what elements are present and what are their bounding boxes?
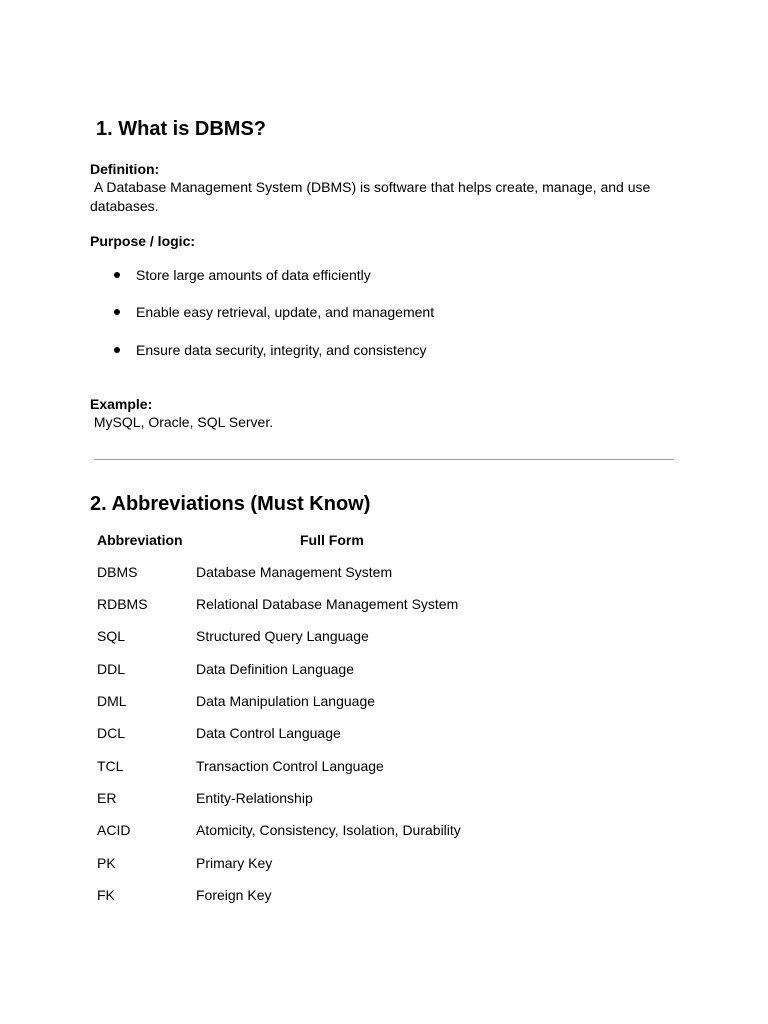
abbreviation-cell: TCL: [97, 758, 124, 774]
abbreviation-cell: SQL: [97, 628, 126, 644]
bullet-icon: [114, 272, 120, 278]
table-header-abbreviation: Abbreviation: [97, 532, 183, 548]
full-form-cell: Data Control Language: [196, 725, 341, 741]
definition-text: A Database Management System (DBMS) is software that helps create, manage, and use databases.: [90, 179, 655, 214]
bullet-icon: [114, 309, 120, 315]
full-form-cell: Foreign Key: [196, 887, 272, 903]
full-form-cell: Entity-Relationship: [196, 790, 313, 806]
table-header-full-form: Full Form: [300, 532, 364, 548]
example-label: Example:: [90, 396, 153, 412]
abbreviation-cell: ER: [97, 790, 117, 806]
full-form-cell: Relational Database Management System: [196, 596, 459, 612]
purpose-label: Purpose / logic:: [90, 233, 196, 249]
bullet-icon: [114, 347, 120, 353]
example-text: MySQL, Oracle, SQL Server.: [90, 414, 274, 430]
full-form-cell: Atomicity, Consistency, Isolation, Durability: [196, 822, 461, 838]
section-divider: [94, 459, 674, 460]
abbreviation-cell: PK: [97, 855, 116, 871]
full-form-cell: Primary Key: [196, 855, 273, 871]
purpose-item-text: Store large amounts of data efficiently: [136, 267, 371, 283]
full-form-cell: Database Management System: [196, 564, 393, 580]
abbreviation-cell: ACID: [97, 822, 131, 838]
full-form-cell: Data Definition Language: [196, 661, 355, 677]
definition-label: Definition:: [90, 161, 160, 177]
abbreviation-cell: DCL: [97, 725, 126, 741]
section-2-heading: 2. Abbreviations (Must Know): [90, 493, 371, 515]
abbreviation-cell: FK: [97, 887, 115, 903]
abbreviation-cell: DBMS: [97, 564, 138, 580]
full-form-cell: Structured Query Language: [196, 628, 369, 644]
section-1-heading: 1. What is DBMS?: [96, 118, 267, 140]
purpose-item-text: Ensure data security, integrity, and consistency: [136, 342, 427, 358]
purpose-list-item: [0, 341, 768, 359]
abbreviation-cell: DDL: [97, 661, 126, 677]
abbreviation-cell: DML: [97, 693, 127, 709]
purpose-list-item: [0, 266, 768, 284]
purpose-item-text: Enable easy retrieval, update, and management: [136, 304, 435, 320]
abbreviation-cell: RDBMS: [97, 596, 148, 612]
purpose-list-item: [0, 303, 768, 321]
full-form-cell: Transaction Control Language: [196, 758, 384, 774]
full-form-cell: Data Manipulation Language: [196, 693, 376, 709]
